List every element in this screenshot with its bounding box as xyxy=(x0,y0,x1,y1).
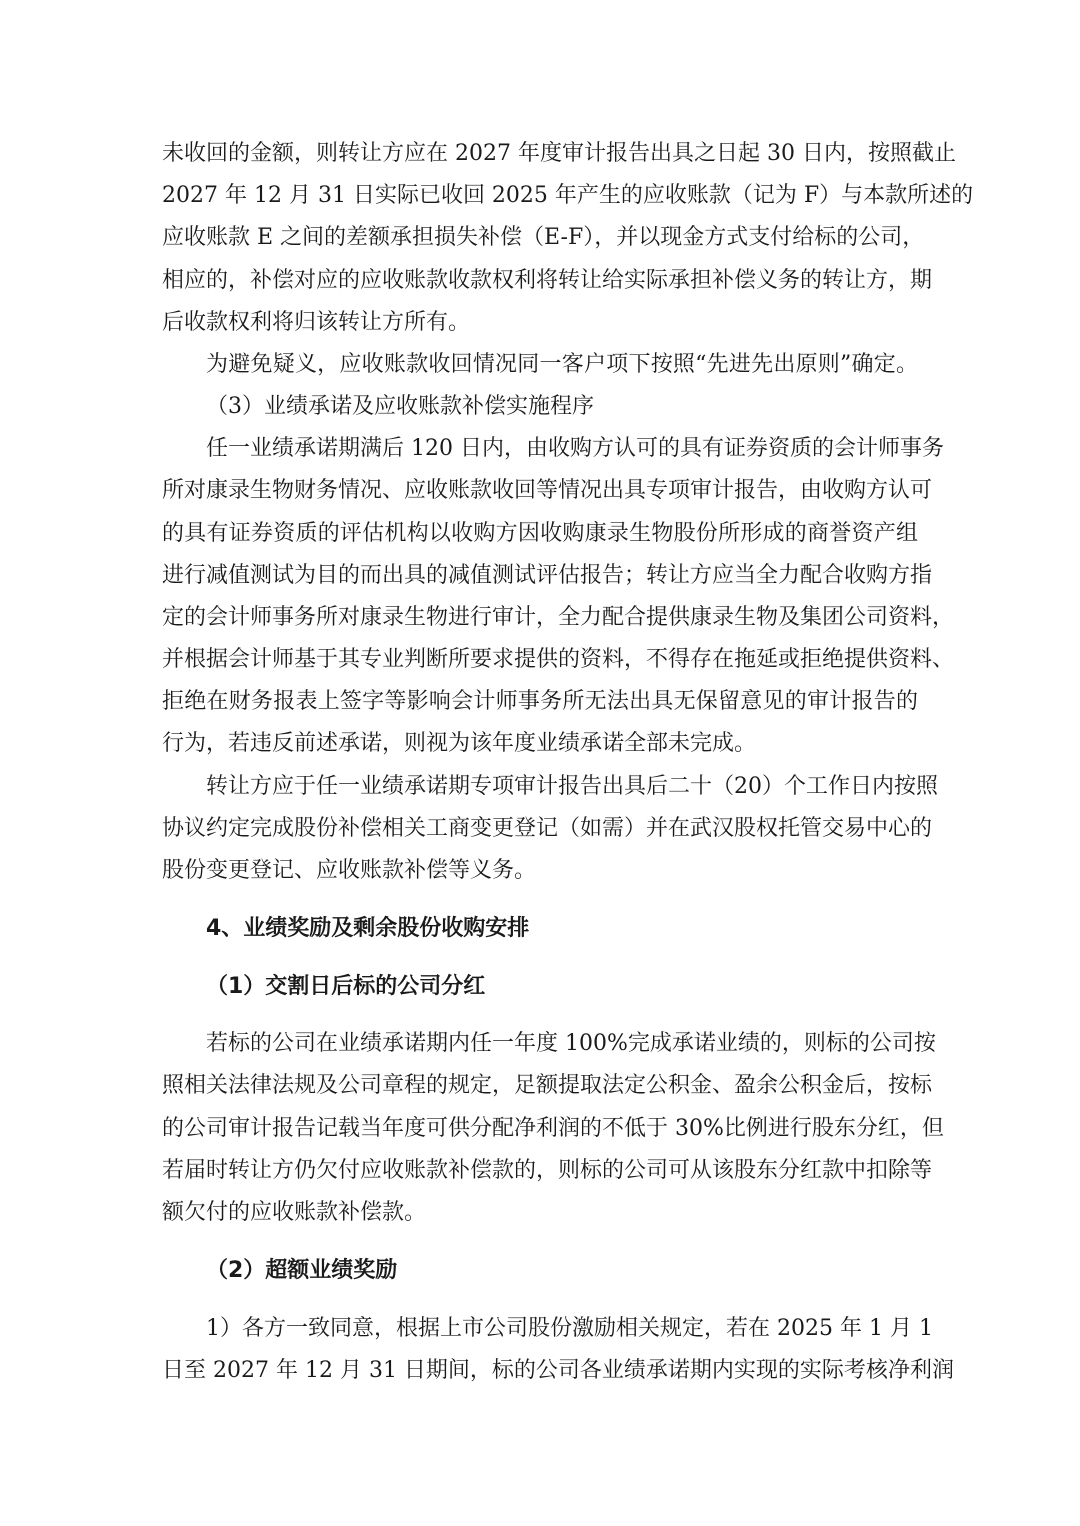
paragraph-1-line-2: 2027 年 12 月 31 日实际已收回 2025 年产生的应收账款（记为 F）与本款所述的 xyxy=(162,183,974,208)
paragraph-6-line-2: 日至 2027 年 12 月 31 日期间，标的公司各业绩承诺期内实现的实际考核净利润 xyxy=(162,1358,954,1383)
paragraph-3-line-4: 进行减值测试为目的而出具的减值测试评估报告；转让方应当全力配合收购方指 xyxy=(162,563,933,588)
paragraph-1-line-4: 相应的，补偿对应的应收账款收款权利将转让给实际承担补偿义务的转让方，期 xyxy=(162,268,933,293)
paragraph-5-line-4: 若届时转让方仍欠付应收账款补偿款的，则标的公司可从该股东分红款中扣除等 xyxy=(162,1158,933,1183)
paragraph-3-line-6: 并根据会计师基于其专业判断所要求提供的资料，不得存在拖延或拒绝提供资料、 xyxy=(162,647,955,672)
paragraph-4-line-1: 转让方应于任一业绩承诺期专项审计报告出具后二十（20）个工作日内按照 xyxy=(206,774,938,799)
section-heading-4: 4、业绩奖励及剩余股份收购安排 xyxy=(206,916,530,941)
paragraph-4-line-3: 股份变更登记、应收账款补偿等义务。 xyxy=(162,858,537,883)
paragraph-5-line-5: 额欠付的应收账款补偿款。 xyxy=(162,1200,427,1225)
paragraph-6-line-1: 1）各方一致同意，根据上市公司股份激励相关规定，若在 2025 年 1 月 1 xyxy=(206,1316,933,1341)
paragraph-3-line-8: 行为，若违反前述承诺，则视为该年度业绩承诺全部未完成。 xyxy=(162,731,757,756)
paragraph-3-line-5: 定的会计师事务所对康录生物进行审计，全力配合提供康录生物及集团公司资料， xyxy=(162,605,955,630)
paragraph-3-line-7: 拒绝在财务报表上签字等影响会计师事务所无法出具无保留意见的审计报告的 xyxy=(162,689,918,714)
paragraph-3-line-2: 所对康录生物财务情况、应收账款收回等情况出具专项审计报告，由收购方认可 xyxy=(162,478,933,503)
paragraph-3-line-3: 的具有证券资质的评估机构以收购方因收购康录生物股份所形成的商誉资产组 xyxy=(162,521,918,546)
paragraph-1-line-5: 后收款权利将归该转让方所有。 xyxy=(162,310,471,335)
paragraph-1-line-3: 应收账款 E 之间的差额承担损失补偿（E-F），并以现金方式支付给标的公司， xyxy=(162,225,925,250)
paragraph-5-line-3: 的公司审计报告记载当年度可供分配净利润的不低于 30%比例进行股东分红，但 xyxy=(162,1116,944,1141)
subsection-heading-2: （2）超额业绩奖励 xyxy=(206,1258,398,1283)
paragraph-4-line-2: 协议约定完成股份补偿相关工商变更登记（如需）并在武汉股权托管交易中心的 xyxy=(162,816,933,841)
subheading-3: （3）业绩承诺及应收账款补偿实施程序 xyxy=(206,394,594,419)
subsection-heading-1: （1）交割日后标的公司分红 xyxy=(206,974,486,999)
paragraph-2-line-1: 为避免疑义，应收账款收回情况同一客户项下按照“先进先出原则”确定。 xyxy=(206,352,918,377)
paragraph-5-line-2: 照相关法律法规及公司章程的规定，足额提取法定公积金、盈余公积金后，按标 xyxy=(162,1073,933,1098)
paragraph-5-line-1: 若标的公司在业绩承诺期内任一年度 100%完成承诺业绩的，则标的公司按 xyxy=(206,1031,936,1056)
paragraph-1-line-1: 未收回的金额，则转让方应在 2027 年度审计报告出具之日起 30 日内，按照截止 xyxy=(162,141,956,166)
paragraph-3-line-1: 任一业绩承诺期满后 120 日内，由收购方认可的具有证券资质的会计师事务 xyxy=(206,436,944,461)
